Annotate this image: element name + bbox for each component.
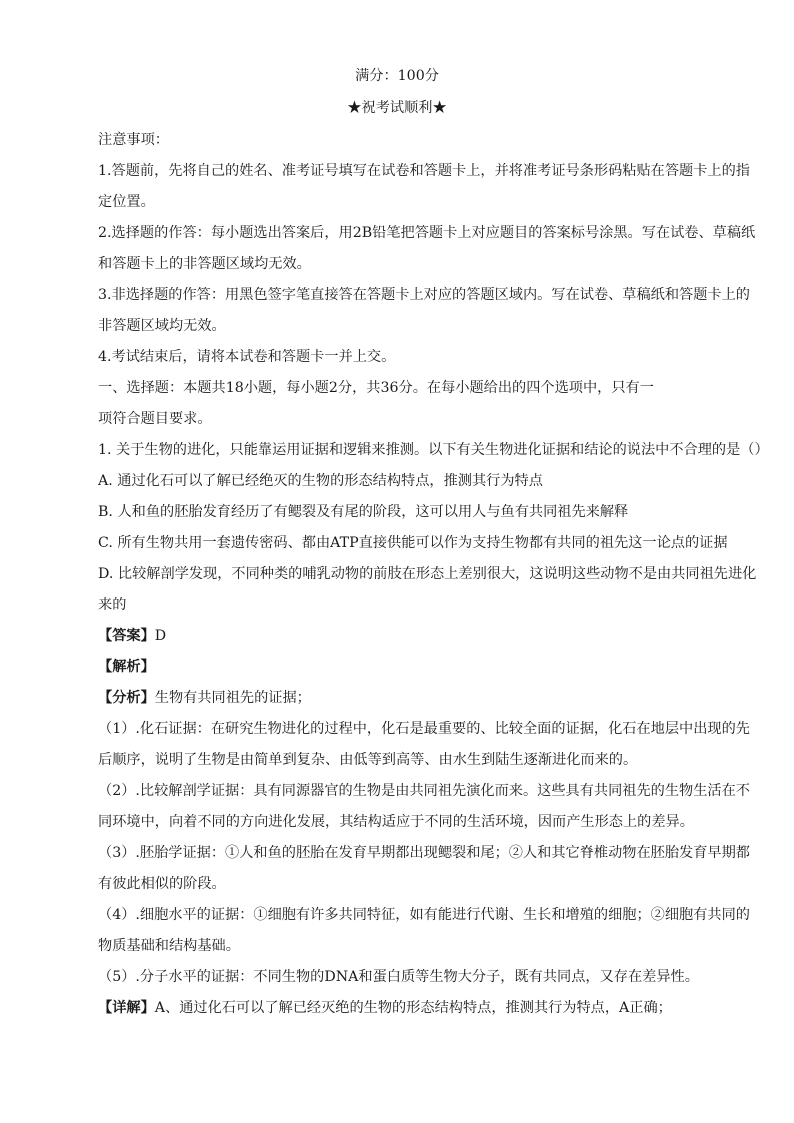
point-4-line-1: （4）.细胞水平的证据：①细胞有许多共同特征，如有能进行代谢、生长和增殖的细胞；②细胞有共同的 [98,907,750,923]
fenxi-label: 【分析】 [98,690,155,706]
exam-wish: ★祝考试顺利★ [347,100,447,116]
full-score: 满分：100分 [355,68,439,84]
note-2-line-2: 和答题卡上的非答题区域均无效。 [98,256,311,272]
note-3-line-2: 非答题区域均无效。 [98,318,226,334]
point-2-line-2: 同环境中，向着不同的方向进化发展，其结构适应于不同的生活环境，因而产生形态上的差异。 [98,814,694,830]
answer-row [98,626,698,646]
option-b: B. 人和鱼的胚胎发育经历了有鳃裂及有尾的阶段，这可以用人与鱼有共同祖先来解释 [98,504,629,520]
point-1-line-2: 后顺序，说明了生物是由简单到复杂、由低等到高等、由水生到陆生逐渐进化而来的。 [98,752,638,768]
notes-title: 注意事项： [98,132,169,148]
analysis-label: 【解析】 [98,659,155,675]
note-4: 4.考试结束后，请将本试卷和答题卡一并上交。 [98,349,396,365]
note-2-line-1: 2.选择题的作答：每小题选出答案后，用2B铅笔把答题卡上对应题目的答案标号涂黑。写在试卷、草稿纸 [98,225,756,241]
detail-row [98,998,698,1018]
point-5: （5）.分子水平的证据：不同生物的DNA和蛋白质等生物大分子，既有共同点，又存在差异性。 [98,969,699,985]
fenxi-row [98,688,698,708]
fenxi-text: 生物有共同祖先的证据； [154,690,311,706]
answer-value: D [154,628,167,644]
point-3-line-1: （3）.胚胎学证据：①人和鱼的胚胎在发育早期都出现鳃裂和尾；②人和其它脊椎动物在胚胎发育早期都 [98,845,750,861]
option-a: A. 通过化石可以了解已经绝灭的生物的形态结构特点，推测其行为特点 [98,473,543,489]
option-d-line-2: 来的 [98,597,127,613]
point-3-line-2: 有彼此相似的阶段。 [98,876,226,892]
answer-label: 【答案】 [98,628,155,644]
note-3-line-1: 3.非选择题的作答：用黑色签字笔直接答在答题卡上对应的答题区域内。写在试卷、草稿纸和答题卡上的 [98,287,750,303]
section-heading-line-1: 一、选择题：本题共18小题，每小题2分，共36分。在每小题给出的四个选项中，只有一 [98,380,654,396]
detail-label: 【详解】 [98,1000,155,1016]
detail-text: A、通过化石可以了解已经灭绝的生物的形态结构特点，推测其行为特点，A正确； [154,1000,672,1016]
section-heading-line-2: 项符合题目要求。 [98,411,212,427]
note-1-line-1: 1.答题前，先将自己的姓名、准考证号填写在试卷和答题卡上，并将准考证号条形码粘贴在答题卡上的指 [98,163,750,179]
question-1-stem: 1. 关于生物的进化，只能靠运用证据和逻辑来推测。以下有关生物进化证据和结论的说法中不合理的是（） [98,442,769,458]
point-1-line-1: （1）.化石证据：在研究生物进化的过程中，化石是最重要的、比较全面的证据，化石在地层中出现的先 [98,721,750,737]
note-1-line-2: 定位置。 [98,194,155,210]
option-c: C. 所有生物共用一套遗传密码、都由ATP直接供能可以作为支持生物都有共同的祖先这一论点的证据 [98,535,728,551]
point-4-line-2: 物质基础和结构基础。 [98,938,240,954]
option-d-line-1: D. 比较解剖学发现，不同种类的哺乳动物的前肢在形态上差别很大，这说明这些动物不是由共同祖先进化 [98,566,757,582]
point-2-line-1: （2）.比较解剖学证据：具有同源器官的生物是由共同祖先演化而来。这些具有共同祖先的生物生活在不 [98,783,750,799]
